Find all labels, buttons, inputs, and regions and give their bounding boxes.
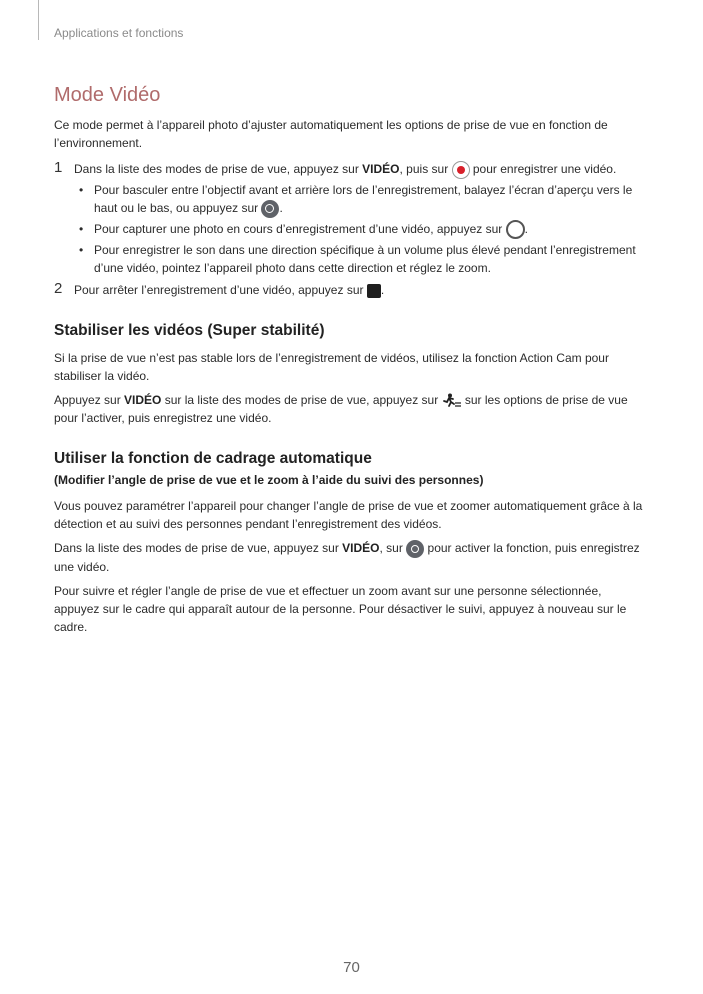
running-header: Applications et fonctions bbox=[54, 26, 184, 40]
stop-icon bbox=[367, 284, 381, 298]
step-text: pour enregistrer une vidéo. bbox=[469, 162, 617, 176]
stabilization-instructions bbox=[54, 391, 650, 427]
mode-name: VIDÉO bbox=[124, 392, 162, 407]
stabilization-paragraph: Si la prise de vue n’est pas stable lors de l’enregistrement de vidéos, utilisez la fonction Action Cam pour stabiliser la vidéo. bbox=[54, 350, 609, 383]
stabilization-icon bbox=[442, 393, 462, 409]
step-text: , puis sur bbox=[399, 162, 452, 176]
mode-name: VIDÉO bbox=[342, 540, 380, 555]
paragraph-text: sur la liste des modes de prise de vue, appuyez sur bbox=[161, 392, 442, 407]
paragraph-text: Dans la liste des modes de prise de vue, appuyez sur bbox=[54, 540, 343, 555]
page-content bbox=[54, 82, 650, 642]
section-heading-auto-framing: Utiliser la fonction de cadrage automatique bbox=[54, 449, 372, 467]
paragraph-text: pour activer la fonction, puis enregistrez une vidéo. bbox=[54, 540, 640, 574]
list-item bbox=[94, 220, 650, 239]
record-icon bbox=[452, 161, 470, 179]
step-number: 1 bbox=[54, 159, 63, 176]
spacer bbox=[54, 433, 650, 449]
bullet-text: Pour capturer une photo en cours d’enregistrement d’une vidéo, appuyez sur bbox=[94, 221, 506, 236]
list-item bbox=[94, 241, 650, 277]
auto-framing-instructions bbox=[54, 539, 650, 576]
section-subheading: (Modifier l’angle de prise de vue et le zoom à l’aide du suivi des personnes) bbox=[54, 472, 484, 487]
step-2 bbox=[54, 281, 650, 299]
step-1-bullets bbox=[54, 181, 650, 277]
paragraph-text: sur les options de prise de vue pour l’activer, puis enregistrez une vidéo. bbox=[54, 392, 628, 425]
page-number: 70 bbox=[343, 959, 360, 976]
paragraph-text: Appuyez sur bbox=[54, 392, 125, 407]
intro-paragraph: Ce mode permet à l’appareil photo d’ajuster automatiquement les options de prise de vue en fonction de l’environnement. bbox=[54, 118, 608, 150]
list-item bbox=[94, 181, 650, 218]
switch-camera-icon bbox=[261, 200, 279, 218]
bullet-text: Pour basculer entre l’objectif avant et arrière lors de l’enregistrement, balayez l’écran d’aperçu vers le haut ou le bas, ou appuyez sur bbox=[94, 182, 633, 215]
auto-framing-paragraph: Vous pouvez paramétrer l’appareil pour changer l’angle de prise de vue et zoomer automatiquement grâce à la détection et au suivi des personnes pendant l’enregistrement des vidéos. bbox=[54, 498, 643, 531]
shutter-icon bbox=[506, 220, 525, 239]
paragraph-text: , sur bbox=[379, 540, 407, 555]
step-text: Dans la liste des modes de prise de vue, appuyez sur bbox=[74, 162, 363, 176]
section-heading-stabilization: Stabiliser les vidéos (Super stabilité) bbox=[54, 321, 325, 339]
bullet-text: . bbox=[279, 200, 283, 215]
page-title: Mode Vidéo bbox=[54, 84, 161, 106]
bullet-text: Pour enregistrer le son dans une direction spécifique à un volume plus élevé pendant l’enregistrement d’une vidéo, pointez l’appareil photo dans cette direction et réglez le zoom. bbox=[94, 242, 636, 275]
spacer bbox=[54, 301, 650, 321]
mode-name: VIDÉO bbox=[362, 162, 400, 176]
bullet-text: . bbox=[524, 221, 528, 236]
auto-framing-icon bbox=[406, 540, 424, 558]
header-rule bbox=[38, 0, 39, 40]
step-1 bbox=[54, 160, 650, 179]
step-text: Pour arrêter l’enregistrement d’une vidéo, appuyez sur bbox=[74, 282, 367, 297]
step-number: 2 bbox=[54, 279, 63, 297]
tracking-paragraph: Pour suivre et régler l’angle de prise de vue et effectuer un zoom avant sur une personne sélectionnée, appuyez sur le cadre qui apparaît autour de la personne. Pour désactiver le suivi, appuyez à nouveau sur le cadre. bbox=[54, 583, 627, 634]
step-text: . bbox=[380, 282, 385, 297]
